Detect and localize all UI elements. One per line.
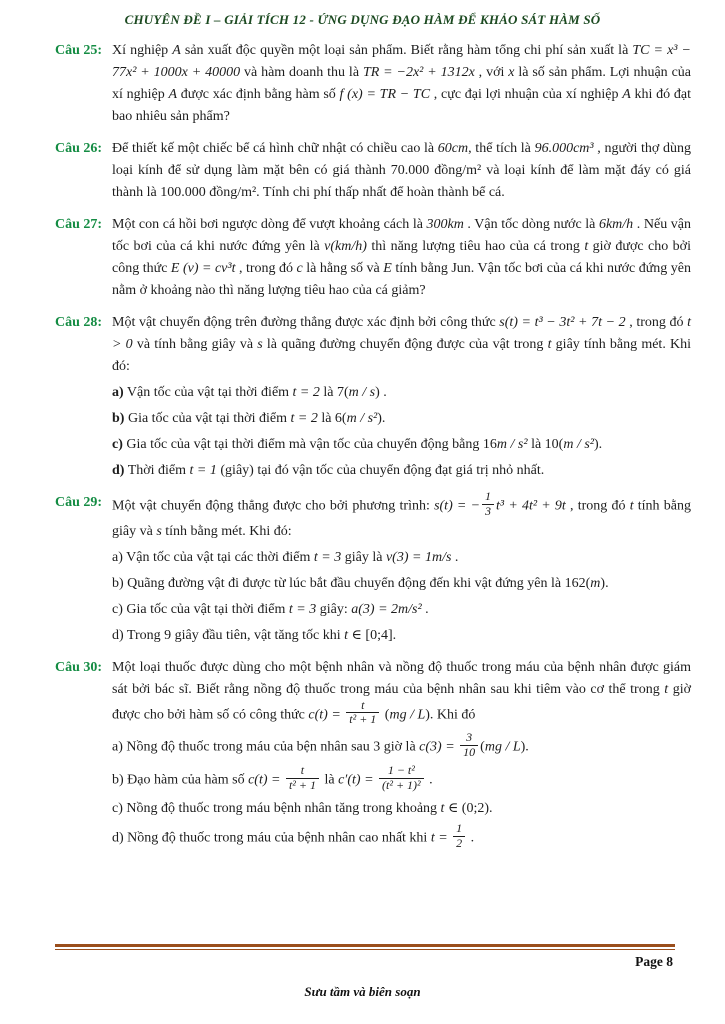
question-body — [112, 312, 691, 486]
footer-divider — [55, 944, 675, 950]
math-fraction — [453, 822, 465, 851]
question-paragraph: c) Gia tốc của vật tại thời điểm mà vận tốc của chuyển động bằng 16m / s² là 10(m / s²). — [112, 437, 603, 452]
math-inline: t — [547, 337, 552, 352]
fraction-denominator: 10 — [460, 745, 478, 760]
question-body — [112, 489, 691, 651]
fraction-denominator: t² + 1 — [346, 712, 379, 727]
math-inline: t = 3 — [313, 549, 342, 565]
math-inline: t = — [430, 830, 452, 846]
question-paragraph: c) Nồng độ thuốc trong máu bệnh nhân tăng trong khoảng t ∈ (0;2). — [112, 801, 493, 817]
math-inline: f (x) = TR − TC — [339, 87, 431, 102]
fraction-numerator: t — [361, 697, 365, 712]
math-inline: A — [168, 87, 178, 102]
math-inline: t = 3 — [288, 601, 317, 617]
math-inline: A — [172, 43, 181, 58]
math-inline: t = 1 — [189, 463, 217, 478]
item-marker: b) — [112, 411, 125, 426]
math-inline: t > 0 — [112, 315, 691, 352]
fraction-denominator: 3 — [482, 504, 494, 519]
math-inline: v(km/h) — [324, 239, 367, 254]
question-paragraph: d) Thời điểm t = 1 (giây) tại đó vận tốc của chuyển động đạt giá trị nhỏ nhất. — [112, 463, 545, 478]
math-inline: c(3) = — [419, 739, 459, 755]
page-number: Page 8 — [635, 954, 673, 969]
question-block — [55, 312, 691, 486]
question-paragraph: Một con cá hồi bơi ngược dòng để vượt khoảng cách là 300km . Vận tốc dòng nước là 6km/h . Nếu vận tốc bơi của cá khi nước đứng yên là v(km/h) thì năng lượng tiêu hao của cá trong t giờ được cho bởi công thức E (v) = cv³t , trong đó c là hằng số và E tính bằng Jun. Vận tốc bơi của cá khi nước đứng yên nằm ở khoảng nào thì năng lượng tiêu hao của cá giảm? — [112, 217, 692, 298]
math-inline: c(t) = — [248, 772, 284, 788]
math-inline: t³ + 4t² + 9t — [496, 498, 566, 514]
math-inline: E (v) = cv³t — [170, 261, 236, 276]
math-inline: s — [156, 523, 162, 539]
math-inline: s — [257, 337, 263, 352]
question-paragraph: d) Nồng độ thuốc trong máu của bệnh nhân cao nhất khi t = $\frac{1}{2}$ . — [112, 821, 475, 851]
question-paragraph: a) Nồng độ thuốc trong máu của bện nhân sau 3 giờ là c(3) = $\frac{3}{10}$ (mg / L). — [112, 730, 529, 759]
math-inline: mg / L — [389, 707, 426, 723]
fraction-numerator: 1 — [485, 489, 492, 503]
question-paragraph: Một vật chuyển động trên đường thẳng được xác định bởi công thức s(t) = t³ − 3t² + 7t − 2 , trong đó t > 0 và tính bằng giây và s là quãng đường chuyển động được của vật trong t giây tính bằng mét. Khi đó: — [112, 315, 692, 374]
question-paragraph: Một loại thuốc được dùng cho một bệnh nhân và nồng độ thuốc trong máu của bệnh nhân được giám sát bởi bác sĩ. Biết rằng nồng độ thuốc trong máu của bệnh nhân sau khi tiêm vào cơ thể trong t giờ được cho bởi hàm số có công thức c(t) = $\frac{t}{\text{t² + 1}}$ (mg / L). Khi đó — [112, 659, 691, 727]
math-inline: t = 2 — [292, 385, 320, 400]
fraction-denominator: 2 — [453, 836, 465, 851]
math-inline: TC = x³ − 77x² + 1000x + 40000 — [112, 43, 691, 80]
question-paragraph: Để thiết kế một chiếc bể cá hình chữ nhật có chiều cao là 60cm, thể tích là 96.000cm³ , người thợ dùng loại kính để sử dụng làm mặt bên có giá thành 70.000 đồng/m² và loại kính để làm mặt đáy có giá thành là 100.000 đồng/m². Tính chi phí thấp nhất để hoàn thành bể cá. — [112, 141, 691, 200]
math-fraction — [460, 731, 478, 760]
question-paragraph: c) Gia tốc của vật tại thời điểm t = 3 giây: a(3) = 2m/s² . — [112, 601, 429, 617]
math-inline: c′(t) = — [338, 772, 378, 788]
question-block — [55, 138, 691, 208]
fraction-denominator: t² + 1 — [286, 778, 319, 793]
math-inline: m / s — [348, 385, 376, 400]
item-marker: d) — [112, 463, 125, 478]
math-inline: s(t) = − — [434, 498, 481, 514]
math-inline: m / s² — [496, 437, 528, 452]
document-title: CHUYÊN ĐỀ I – GIẢI TÍCH 12 - ỨNG DỤNG ĐẠO HÀM ĐỂ KHẢO SÁT HÀM SỐ — [124, 12, 601, 27]
fraction-numerator: 1 — [456, 821, 463, 836]
question-body — [112, 40, 691, 132]
math-inline: 300km — [426, 217, 464, 232]
question-paragraph: Xí nghiệp A sản xuất độc quyền một loại sản phẩm. Biết rằng hàm tổng chi phí sản xuất là TC = x³ − 77x² + 1000x + 40000 và hàm doanh thu là TR = −2x² + 1312x , với x là số sản phẩm. Lợi nhuận của xí nghiệp A được xác định bằng hàm số f (x) = TR − TC , cực đại lợi nhuận của xí nghiệp A khi đó đạt bao nhiêu sản phẩm? — [112, 43, 691, 124]
fraction-numerator: 1 − t² — [387, 762, 415, 777]
math-inline: t — [440, 801, 445, 817]
math-inline: s(t) = t³ − 3t² + 7t − 2 — [499, 315, 626, 330]
math-fraction — [482, 490, 494, 519]
math-inline: t — [584, 239, 589, 254]
math-inline: x — [508, 65, 515, 80]
question-label: Câu 25: — [55, 43, 103, 58]
math-inline: E — [383, 261, 392, 276]
math-inline: t — [629, 498, 634, 514]
math-inline: m / s² — [346, 411, 378, 426]
question-paragraph: b) Gia tốc của vật tại thời điểm t = 2 là 6(m / s²). — [112, 411, 386, 426]
question-paragraph: a) Vận tốc của vật tại các thời điểm t = 3 giây là v(3) = 1m/s . — [112, 549, 459, 565]
math-fraction — [346, 699, 379, 728]
question-label: Câu 27: — [55, 217, 103, 232]
math-inline: t — [664, 681, 669, 697]
question-body — [112, 138, 691, 208]
question-body — [112, 657, 691, 857]
fraction-denominator: (t² + 1)² — [379, 778, 424, 793]
math-fraction — [379, 764, 424, 793]
fraction-numerator: 3 — [466, 730, 473, 745]
math-inline: t — [344, 627, 349, 643]
question-label: Câu 30: — [55, 659, 103, 675]
item-marker: c) — [112, 437, 123, 452]
question-paragraph: b) Quãng đường vật đi được từ lúc bắt đầu chuyển động đến khi vật đứng yên là 162(m). — [112, 575, 609, 591]
question-paragraph: b) Đạo hàm của hàm số c(t) = $\frac{t}{\text{t² + 1}}$ là c′(t) = $\frac{\text{1 − t²}}{\text{(t² + 1)²}}$ . — [112, 762, 433, 792]
math-inline: m — [590, 575, 601, 591]
document-header — [0, 0, 725, 28]
math-inline: mg / L — [484, 739, 521, 755]
question-block — [55, 489, 691, 651]
math-inline: c(t) = — [308, 707, 345, 723]
question-block — [55, 214, 691, 306]
math-fraction — [286, 764, 319, 793]
math-inline: v(3) = 1m/s — [385, 549, 452, 565]
fraction-numerator: t — [300, 762, 305, 777]
math-inline: a(3) = 2m/s² — [351, 601, 422, 617]
math-inline: m / s² — [563, 437, 594, 452]
item-marker: a) — [112, 385, 124, 400]
math-inline: 6km/h — [598, 217, 634, 232]
question-block — [55, 40, 691, 132]
question-paragraph: a) Vận tốc của vật tại thời điểm t = 2 là 7(m / s) . — [112, 385, 387, 400]
question-label: Câu 29: — [55, 495, 103, 510]
question-paragraph: Một vật chuyển động thẳng được cho bởi phương trình: s(t) = − $\frac{1}{3}$ t³ + 4t² + 9t , trong đó t tính bằng giây và s tính bằng mét. Khi đó: — [112, 489, 691, 539]
math-inline: t = 2 — [290, 411, 318, 426]
question-label: Câu 28: — [55, 315, 103, 330]
question-paragraph: d) Trong 9 giây đầu tiên, vật tăng tốc khi t ∈ [0;4]. — [112, 627, 397, 643]
questions-container — [0, 28, 725, 857]
question-block — [55, 657, 691, 857]
footer-note: Sưu tầm và biên soạn — [304, 984, 421, 999]
math-inline: 96.000cm³ — [534, 141, 594, 156]
question-body — [112, 214, 691, 306]
math-inline: TR = −2x² + 1312x — [362, 65, 475, 80]
math-inline: A — [622, 87, 631, 102]
question-label: Câu 26: — [55, 141, 103, 156]
math-inline: c — [296, 261, 303, 276]
math-inline: 60cm — [437, 141, 469, 156]
